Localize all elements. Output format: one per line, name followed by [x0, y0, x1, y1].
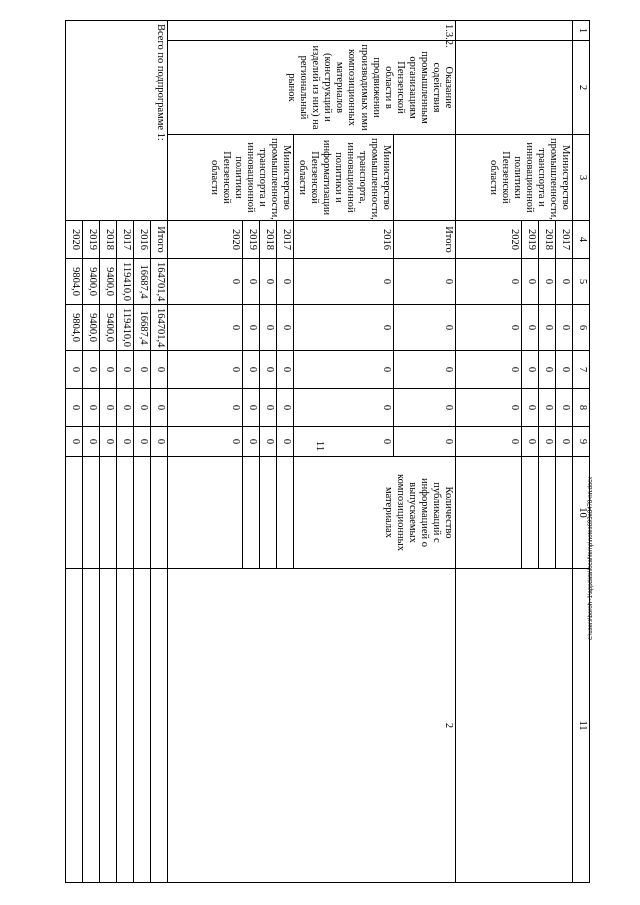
value-cell: 0: [66, 427, 83, 457]
target-cell: 2: [168, 569, 456, 883]
value-cell: 0: [151, 427, 168, 457]
col-number: 5: [573, 259, 590, 305]
column-number-row: [573, 21, 590, 883]
empty-cell: [539, 457, 556, 569]
empty-cell: [100, 569, 117, 883]
value-cell: 0: [134, 427, 151, 457]
col-number: 3: [573, 135, 590, 221]
value-cell: 0: [394, 259, 456, 305]
empty-cell: [456, 21, 573, 41]
empty-cell: [556, 457, 573, 569]
value-cell: 0: [260, 389, 277, 427]
table-row: [556, 21, 573, 883]
value-cell: 0: [151, 351, 168, 389]
empty-cell: [83, 569, 100, 883]
table-body: [66, 21, 590, 883]
empty-cell: [134, 457, 151, 569]
year-cell: 2018: [539, 221, 556, 259]
value-cell: 0: [556, 305, 573, 351]
year-cell: 2020: [456, 221, 522, 259]
value-cell: 0: [117, 427, 134, 457]
table-row: [394, 21, 456, 883]
value-cell: 0: [83, 427, 100, 457]
summary-row: [151, 21, 168, 883]
year-cell: 2017: [117, 221, 134, 259]
value-cell: 0: [168, 351, 243, 389]
value-cell: 0: [539, 259, 556, 305]
value-cell: 0: [100, 427, 117, 457]
value-cell: 164701,4: [151, 259, 168, 305]
value-cell: 0: [522, 389, 539, 427]
year-cell: 2019: [522, 221, 539, 259]
value-cell: 9400,0: [100, 259, 117, 305]
empty-cell: [456, 457, 522, 569]
value-cell: 0: [168, 427, 243, 457]
value-cell: 0: [243, 259, 260, 305]
empty-cell: [66, 457, 83, 569]
year-cell: 2019: [243, 221, 260, 259]
value-cell: 0: [456, 351, 522, 389]
value-cell: 0: [294, 427, 394, 457]
value-cell: 0: [294, 259, 394, 305]
value-cell: 9400,0: [100, 305, 117, 351]
value-cell: 0: [556, 389, 573, 427]
value-cell: 0: [394, 351, 456, 389]
value-cell: 0: [294, 305, 394, 351]
value-cell: 0: [394, 427, 456, 457]
value-cell: 0: [277, 305, 294, 351]
col-number: 6: [573, 305, 590, 351]
value-cell: 0: [522, 427, 539, 457]
value-cell: 9804,0: [66, 259, 83, 305]
value-cell: 0: [556, 351, 573, 389]
value-cell: 0: [277, 259, 294, 305]
value-cell: 0: [539, 389, 556, 427]
value-cell: 0: [83, 351, 100, 389]
value-cell: 0: [243, 305, 260, 351]
item-number-cell: 1.3.2.: [168, 21, 456, 41]
value-cell: 0: [134, 351, 151, 389]
value-cell: 0: [100, 389, 117, 427]
year-cell: 2018: [100, 221, 117, 259]
rotated-table-stage: [70, 20, 590, 882]
table-container: [70, 20, 590, 882]
empty-cell: [456, 569, 573, 883]
value-cell: 0: [117, 389, 134, 427]
empty-cell: [151, 457, 168, 569]
year-cell: Итого: [394, 221, 456, 259]
value-cell: 0: [66, 351, 83, 389]
year-cell: 2017: [556, 221, 573, 259]
empty-cell: [117, 569, 134, 883]
value-cell: 0: [134, 389, 151, 427]
value-cell: 9804,0: [66, 305, 83, 351]
col-number: 9: [573, 427, 590, 457]
year-cell: 2020: [168, 221, 243, 259]
value-cell: 0: [243, 389, 260, 427]
col-number: 1: [573, 21, 590, 41]
empty-cell: [66, 569, 83, 883]
value-cell: 0: [294, 389, 394, 427]
value-cell: 119410,0: [117, 305, 134, 351]
value-cell: 119410,0: [117, 259, 134, 305]
value-cell: 0: [456, 427, 522, 457]
year-cell: 2016: [294, 221, 394, 259]
value-cell: 9400,0: [83, 305, 100, 351]
col-number: 7: [573, 351, 590, 389]
value-cell: 0: [556, 427, 573, 457]
value-cell: 0: [277, 351, 294, 389]
value-cell: 0: [539, 351, 556, 389]
value-cell: 0: [243, 351, 260, 389]
value-cell: 0: [168, 305, 243, 351]
value-cell: 0: [539, 305, 556, 351]
executor-cell: Министерство промышленности, транспорта и инновационной политики Пензенской области: [456, 135, 573, 221]
empty-cell: [277, 457, 294, 569]
year-cell: 2019: [83, 221, 100, 259]
value-cell: 0: [456, 259, 522, 305]
value-cell: 0: [260, 259, 277, 305]
value-cell: 0: [556, 259, 573, 305]
value-cell: 0: [456, 389, 522, 427]
col-number: 10: [573, 457, 590, 569]
value-cell: 0: [522, 351, 539, 389]
value-cell: 0: [294, 351, 394, 389]
value-cell: 9400,0: [83, 259, 100, 305]
empty-cell: [134, 569, 151, 883]
empty-cell: [243, 457, 260, 569]
value-cell: 0: [277, 389, 294, 427]
summary-label-cell: Всего по подпрограмме 1:: [66, 21, 168, 221]
empty-cell: [83, 457, 100, 569]
empty-cell: [456, 41, 573, 135]
executor-cell: Министерство промышленности, транспорта и инновационной политики Пензенской области: [168, 135, 294, 221]
value-cell: 0: [243, 427, 260, 457]
value-cell: 0: [83, 389, 100, 427]
value-cell: 0: [277, 427, 294, 457]
value-cell: 0: [168, 389, 243, 427]
value-cell: 0: [151, 389, 168, 427]
value-cell: 0: [522, 259, 539, 305]
value-cell: 0: [100, 351, 117, 389]
empty-cell: [100, 457, 117, 569]
col-number: 4: [573, 221, 590, 259]
year-cell: 2017: [277, 221, 294, 259]
year-cell: Итого: [151, 221, 168, 259]
value-cell: 0: [260, 351, 277, 389]
document-path: c:\users\boroh~1\appdata\local\temp\notes693e8478-nn.docx: [588, 476, 594, 640]
program-table: [66, 20, 591, 883]
value-cell: 0: [66, 389, 83, 427]
value-cell: 0: [394, 305, 456, 351]
year-cell: 2018: [260, 221, 277, 259]
empty-cell: [522, 457, 539, 569]
value-cell: 0: [117, 351, 134, 389]
col-number: 8: [573, 389, 590, 427]
value-cell: 164701,4: [151, 305, 168, 351]
indicator-cell: Количество публикаций с информацией о выпускаемых композиционных материалах: [294, 457, 456, 569]
empty-cell: [168, 457, 243, 569]
col-number: 11: [573, 569, 590, 883]
executor-cell: Министерство промышленности, транспорта, инновационной политики и информатизации Пензенской области: [294, 135, 394, 221]
year-cell: 2016: [134, 221, 151, 259]
value-cell: 0: [522, 305, 539, 351]
item-name-cell: Оказание содействия промышленным организациям Пензенской области в продвижении производимых ими композиционных материалов (конструкций и изделий из них) на региональный рынок: [168, 41, 456, 135]
value-cell: 0: [456, 305, 522, 351]
page-number: 11: [314, 440, 326, 452]
empty-cell: [151, 569, 168, 883]
empty-cell: [260, 457, 277, 569]
value-cell: 0: [539, 427, 556, 457]
empty-cell: [394, 135, 456, 221]
value-cell: 16687,4: [134, 259, 151, 305]
value-cell: 0: [168, 259, 243, 305]
empty-cell: [117, 457, 134, 569]
value-cell: 16687,4: [134, 305, 151, 351]
value-cell: 0: [260, 305, 277, 351]
value-cell: 0: [394, 389, 456, 427]
year-cell: 2020: [66, 221, 83, 259]
col-number: 2: [573, 41, 590, 135]
value-cell: 0: [260, 427, 277, 457]
